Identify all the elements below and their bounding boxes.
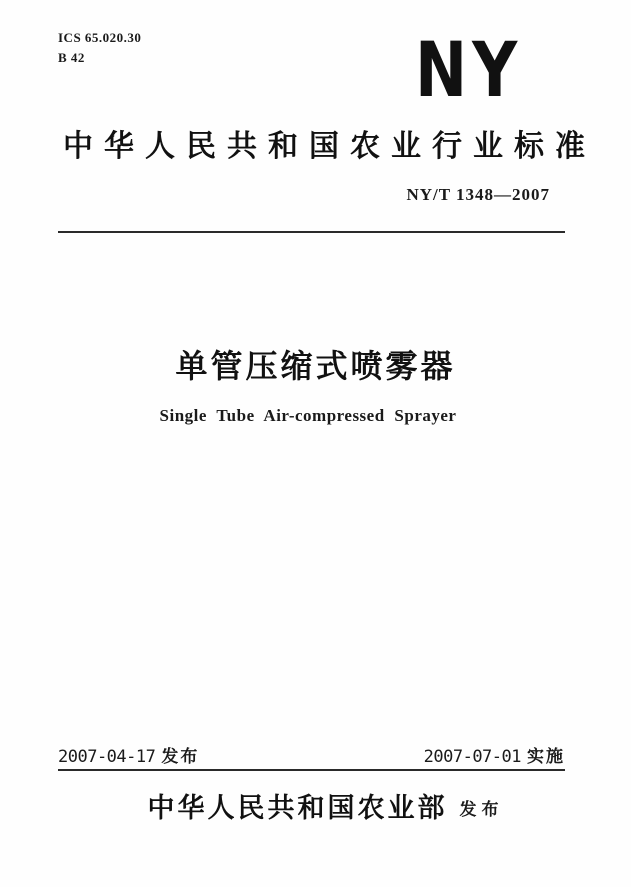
standard-title-en: Single Tube Air-compressed Sprayer xyxy=(159,406,457,425)
issue-date-label: 发布 xyxy=(161,747,200,766)
publisher-name: 中华人民共和国农业部 xyxy=(147,793,448,823)
date-row xyxy=(58,747,565,767)
implementation-date xyxy=(424,747,565,767)
ics-block xyxy=(58,28,141,68)
standard-number: NY/T 1348—2007 xyxy=(406,185,550,204)
issue-date-value: 2007-04-17 xyxy=(58,747,156,767)
implementation-date-label: 实施 xyxy=(527,747,565,766)
header-rule xyxy=(58,231,565,233)
standard-title-cn: 单管压缩式喷雾器 xyxy=(175,348,456,384)
standard-heading: 中华人民共和国农业行业标准 xyxy=(63,130,596,163)
ny-logo: NY xyxy=(415,25,523,114)
footer-rule xyxy=(58,769,565,771)
ics-code: ICS 65.020.30 xyxy=(58,30,142,45)
footer xyxy=(20,794,631,823)
ics-class-code: B 42 xyxy=(58,50,85,66)
issue-date xyxy=(58,747,199,767)
implementation-date-value: 2007-07-01 xyxy=(423,747,521,767)
publish-label: 发布 xyxy=(459,800,504,819)
